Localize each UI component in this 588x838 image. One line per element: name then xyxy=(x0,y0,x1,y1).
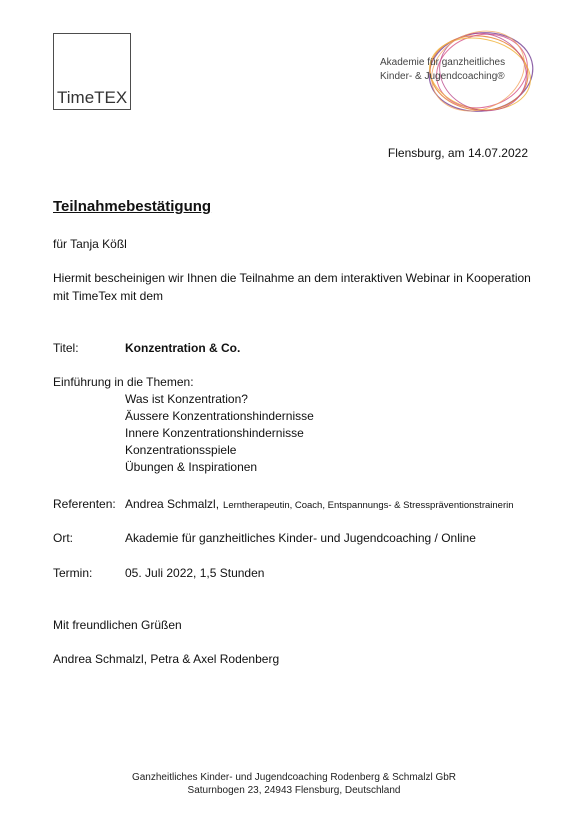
speakers-roles: Lerntherapeutin, Coach, Entspannungs- & Stresspräventionstrainerin xyxy=(223,500,514,511)
topics-block xyxy=(53,374,314,476)
topic-item: Konzentrationsspiele xyxy=(125,443,237,457)
timetex-logo-text: TimeTEX xyxy=(57,88,128,107)
location-row xyxy=(53,529,476,547)
speakers-label: Referenten: xyxy=(53,497,116,511)
footer-company: Ganzheitliches Kinder- und Jugendcoaching Rodenberg & Schmalzl GbR xyxy=(131,772,457,783)
place-date: Flensburg, am 14.07.2022 xyxy=(387,146,528,160)
topic-item: Was ist Konzentration? xyxy=(125,392,248,406)
intro-line: Hiermit bescheinigen wir Ihnen die Teilnahme an dem interaktiven Webinar in Kooperation xyxy=(53,271,531,285)
speakers-row xyxy=(53,495,514,515)
footer xyxy=(0,771,588,797)
date-label: Termin: xyxy=(53,566,93,580)
document-title: Teilnahmebestätigung xyxy=(53,198,212,215)
topic-item: Innere Konzentrationshindernisse xyxy=(125,426,304,440)
footer-address: Saturnbogen 23, 24943 Flensburg, Deutschland xyxy=(187,785,401,796)
date-row xyxy=(53,564,264,582)
course-title-row xyxy=(53,339,240,357)
date-value: 05. Juli 2022, 1,5 Stunden xyxy=(125,566,265,580)
closing-greeting: Mit freundlichen Grüßen xyxy=(53,618,182,632)
course-title-value: Konzentration & Co. xyxy=(125,341,241,355)
topic-item: Übungen & Inspirationen xyxy=(125,460,258,474)
academy-logo-line2: Kinder- & Jugendcoaching® xyxy=(380,71,505,82)
intro-paragraph xyxy=(53,269,531,305)
recipient: für Tanja Kößl xyxy=(53,237,127,251)
academy-logo-text xyxy=(380,56,505,84)
signatories: Andrea Schmalzl, Petra & Axel Rodenberg xyxy=(53,652,280,666)
course-title-label: Titel: xyxy=(53,341,79,355)
location-label: Ort: xyxy=(53,531,73,545)
speakers-name: Andrea Schmalzl, xyxy=(125,497,220,511)
academy-logo xyxy=(378,30,538,114)
timetex-logo xyxy=(53,33,131,110)
location-value: Akademie für ganzheitliches Kinder- und Jugendcoaching / Online xyxy=(125,531,476,545)
topics-heading: Einführung in die Themen: xyxy=(53,375,194,389)
academy-logo-line1: Akademie für ganzheitliches xyxy=(380,57,506,68)
intro-line: mit TimeTex mit dem xyxy=(53,289,164,303)
topic-item: Äussere Konzentrationshindernisse xyxy=(125,409,314,423)
